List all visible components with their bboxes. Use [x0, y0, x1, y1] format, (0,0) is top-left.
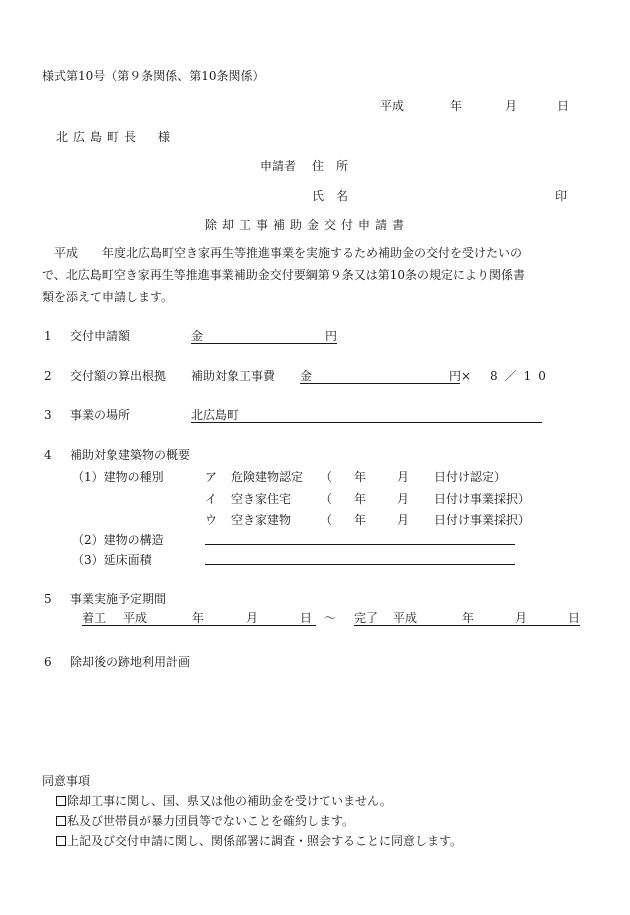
item2-label: 交付額の算出根拠: [70, 369, 167, 383]
seal-mark: 印: [555, 189, 568, 203]
kind-name: 空き家住宅: [231, 492, 292, 506]
date-era: 平成: [380, 99, 405, 113]
item2-ratio: 8／10: [490, 369, 553, 383]
consent-checkbox[interactable]: [56, 816, 66, 826]
document-title: 除却工事補助金交付申請書: [205, 218, 410, 232]
applicant-label: 申請者: [260, 159, 297, 173]
period-tilde: ～: [324, 611, 337, 625]
item2-unit: 円×: [449, 369, 472, 383]
consent-title: 同意事項: [42, 774, 91, 788]
building-structure-line: [205, 544, 515, 545]
period-end: 完了: [354, 611, 379, 625]
item1-label: 交付申請額: [70, 329, 131, 343]
kind-name: 危険建物認定: [231, 470, 304, 484]
consent-item: [56, 793, 392, 809]
form-number: 様式第10号（第９条関係、第10条関係）: [42, 69, 265, 83]
item3-label: 事業の場所: [70, 408, 131, 422]
item5-number: 5: [44, 592, 52, 606]
item1-unit: 円: [325, 329, 338, 343]
consent-item: [56, 813, 354, 829]
kind-mark: ウ: [205, 513, 218, 527]
consent-text: 除却工事に関し、国、県又は他の補助金を受けていません。: [67, 794, 392, 808]
period-end-line: [354, 625, 580, 626]
body-line: 類を添えて申請します。: [42, 290, 174, 304]
kind-month: 月: [397, 492, 410, 506]
item3-value: 北広島町: [191, 408, 240, 422]
item2-prefix: 金: [300, 369, 313, 383]
date-year: 年: [450, 99, 463, 113]
consent-checkbox[interactable]: [56, 836, 66, 846]
period-day: 日: [568, 611, 581, 625]
kind-mark: イ: [205, 492, 218, 506]
period-era: 平成: [123, 611, 148, 625]
kind-note: 日付け事業採択）: [434, 492, 531, 506]
kind-paren: （: [320, 470, 333, 484]
item2-amount-line: [300, 383, 460, 384]
kind-name: 空き家建物: [231, 513, 292, 527]
floor-area-label: （3）延床面積: [72, 553, 152, 567]
period-month: 月: [515, 611, 528, 625]
period-start-line: [82, 625, 316, 626]
date-day: 日: [557, 99, 570, 113]
item1-number: 1: [44, 329, 52, 343]
kind-year: 年: [354, 470, 367, 484]
period-era: 平成: [393, 611, 418, 625]
kind-mark: ア: [205, 470, 218, 484]
consent-text: 私及び世帯員が暴力団員等でないことを確約します。: [67, 814, 355, 828]
applicant-address-label: 住 所: [312, 159, 349, 173]
item4-label: 補助対象建築物の概要: [70, 448, 191, 462]
consent-checkbox[interactable]: [56, 796, 66, 806]
item3-number: 3: [44, 408, 52, 422]
building-kind-label: （1）建物の種別: [72, 470, 164, 484]
kind-paren: （: [320, 492, 333, 506]
period-start: 着工: [82, 611, 107, 625]
period-day: 日: [300, 611, 313, 625]
period-year: 年: [192, 611, 205, 625]
kind-year: 年: [354, 513, 367, 527]
addressee: 北広島町長 様: [56, 130, 176, 144]
date-month: 月: [505, 99, 518, 113]
item1-prefix: 金: [191, 329, 204, 343]
item4-number: 4: [44, 448, 52, 462]
kind-year: 年: [354, 492, 367, 506]
item3-location-line: [191, 422, 542, 423]
item6-label: 除却後の跡地利用計画: [70, 655, 191, 669]
applicant-name-label: 氏 名: [312, 189, 349, 203]
body-line: で、北広島町空き家再生等推進事業補助金交付要綱第９条又は第10条の規定により関係書: [42, 268, 526, 282]
building-structure-label: （2）建物の構造: [72, 533, 164, 547]
kind-paren: （: [320, 513, 333, 527]
floor-area-line: [205, 564, 515, 565]
item2-number: 2: [44, 369, 52, 383]
kind-month: 月: [397, 513, 410, 527]
item6-number: 6: [44, 655, 52, 669]
body-line: 平成 年度北広島町空き家再生等推進事業を実施するため補助金の交付を受けたいの: [42, 246, 523, 260]
consent-text: 上記及び交付申請に関し、関係部署に調査・照会することに同意します。: [67, 834, 463, 848]
kind-note: 日付け事業採択）: [434, 513, 531, 527]
item1-amount-line: [191, 343, 337, 344]
item5-label: 事業実施予定期間: [70, 592, 167, 606]
period-month: 月: [246, 611, 259, 625]
consent-item: [56, 833, 462, 849]
item2-sub: 補助対象工事費: [191, 369, 276, 383]
kind-month: 月: [397, 470, 410, 484]
kind-note: 日付け認定）: [434, 470, 507, 484]
period-year: 年: [462, 611, 475, 625]
